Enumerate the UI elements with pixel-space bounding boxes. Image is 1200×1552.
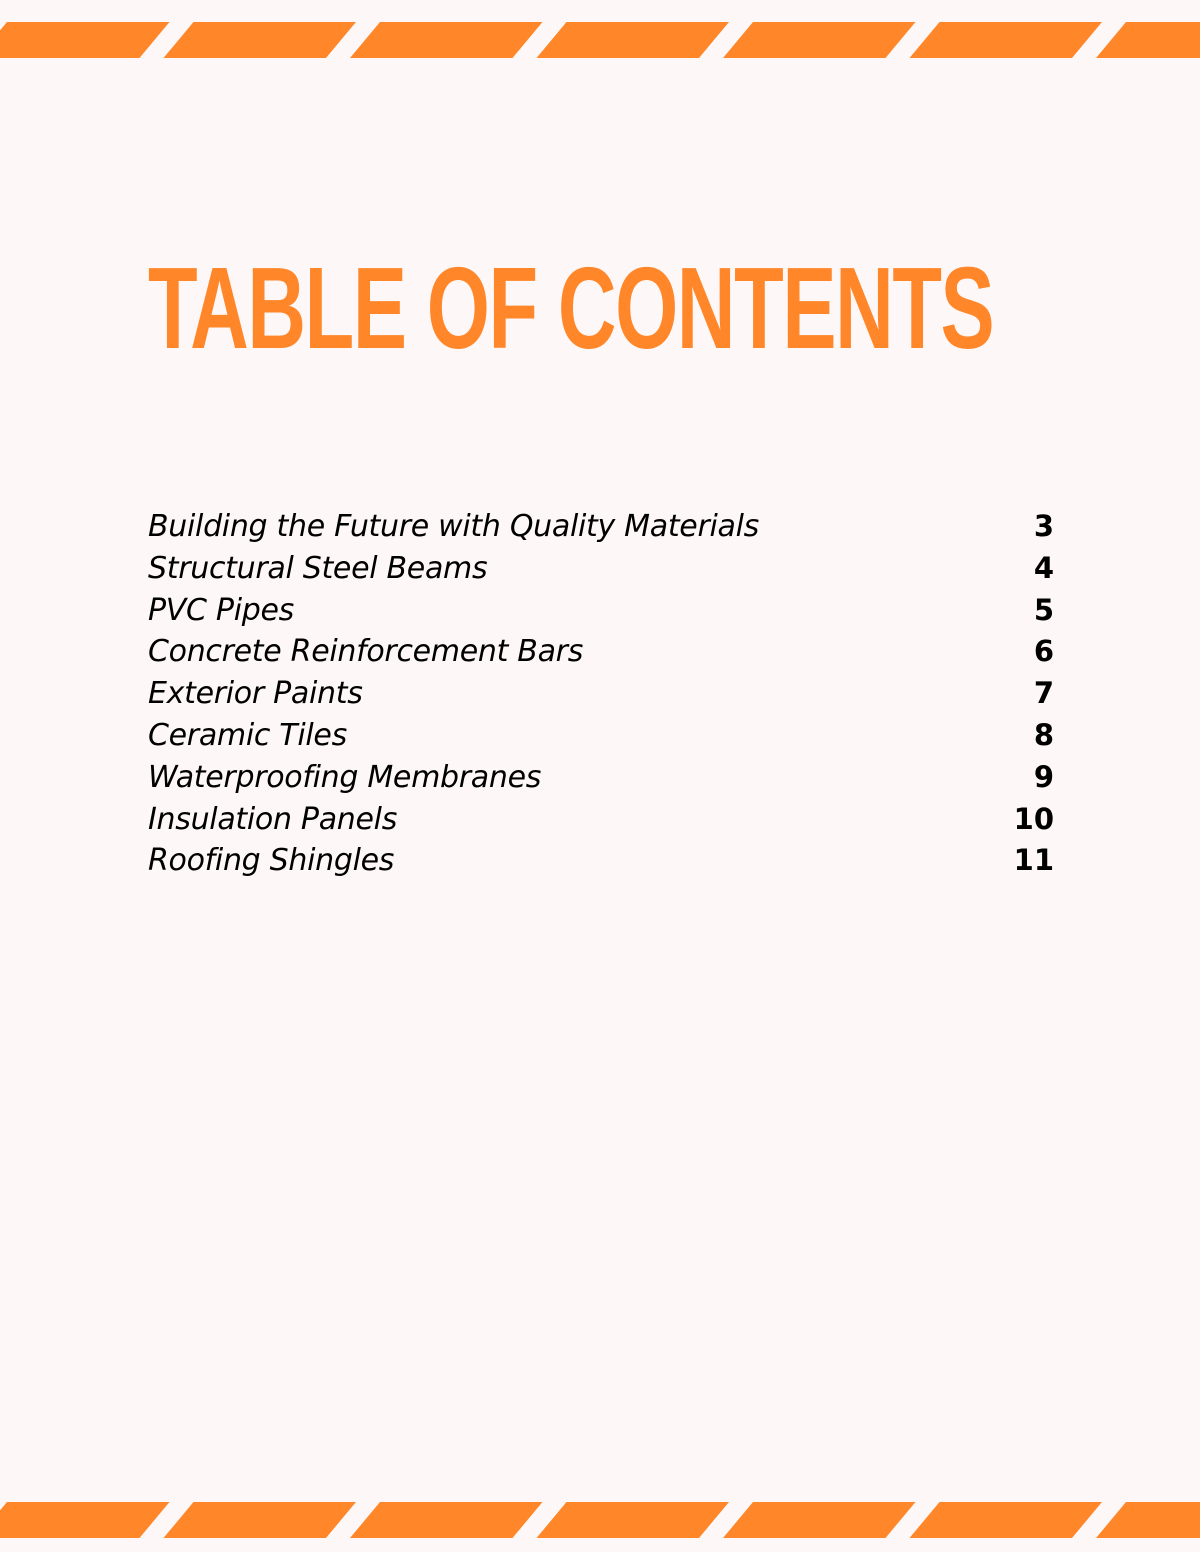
toc-entry[interactable] — [148, 676, 1054, 718]
toc-entry-label: Waterproofing Membranes — [148, 759, 542, 795]
toc-entry-label: Concrete Reinforcement Bars — [148, 634, 584, 670]
toc-entry-label: Insulation Panels — [148, 801, 398, 837]
stripe-segment — [350, 22, 543, 58]
toc-entry-label: Exterior Paints — [148, 676, 363, 712]
table-of-contents-list — [148, 509, 1054, 885]
stripe-segment — [910, 22, 1103, 58]
stripe-segment — [537, 22, 730, 58]
toc-entry-page-number: 3 — [1033, 509, 1054, 543]
toc-entry[interactable] — [148, 509, 1054, 551]
stripe-segment — [910, 1502, 1103, 1538]
toc-entry[interactable] — [148, 634, 1054, 676]
stripe-segment — [723, 22, 916, 58]
page-title: TABLE OF CONTENTS — [148, 243, 994, 373]
toc-entry[interactable] — [148, 593, 1054, 635]
toc-entry-page-number: 6 — [1033, 634, 1054, 669]
stripe-segment — [0, 22, 170, 58]
bottom-stripe-graphic — [0, 1502, 1200, 1538]
toc-entry-page-number: 8 — [1033, 717, 1054, 752]
toc-entry[interactable] — [148, 551, 1054, 593]
toc-entry-label: PVC Pipes — [148, 592, 294, 628]
top-stripe-graphic — [0, 22, 1200, 58]
toc-entry-page-number: 9 — [1033, 759, 1054, 794]
top-hazard-stripe — [0, 22, 1200, 58]
bottom-hazard-stripe — [0, 1502, 1200, 1538]
stripe-segment — [164, 1502, 357, 1538]
toc-entry[interactable] — [148, 718, 1054, 760]
toc-entry-page-number: 10 — [1013, 801, 1054, 836]
toc-entry-label: Structural Steel Beams — [148, 550, 488, 586]
toc-entry-page-number: 5 — [1033, 592, 1054, 627]
toc-entry-page-number: 11 — [1013, 843, 1054, 878]
stripe-segment — [1096, 1502, 1200, 1538]
stripe-segment — [0, 1502, 170, 1538]
toc-entry-page-number: 4 — [1033, 550, 1054, 585]
toc-entry[interactable] — [148, 843, 1054, 885]
stripe-segment — [537, 1502, 730, 1538]
toc-entry[interactable] — [148, 802, 1054, 844]
stripe-segment — [164, 22, 357, 58]
toc-entry[interactable] — [148, 760, 1054, 802]
toc-entry-label: Building the Future with Quality Materials — [148, 509, 759, 544]
stripe-segment — [1096, 22, 1200, 58]
toc-entry-label: Roofing Shingles — [148, 843, 395, 879]
toc-entry-label: Ceramic Tiles — [148, 717, 347, 753]
toc-entry-page-number: 7 — [1033, 676, 1054, 711]
stripe-segment — [723, 1502, 916, 1538]
stripe-segment — [350, 1502, 543, 1538]
